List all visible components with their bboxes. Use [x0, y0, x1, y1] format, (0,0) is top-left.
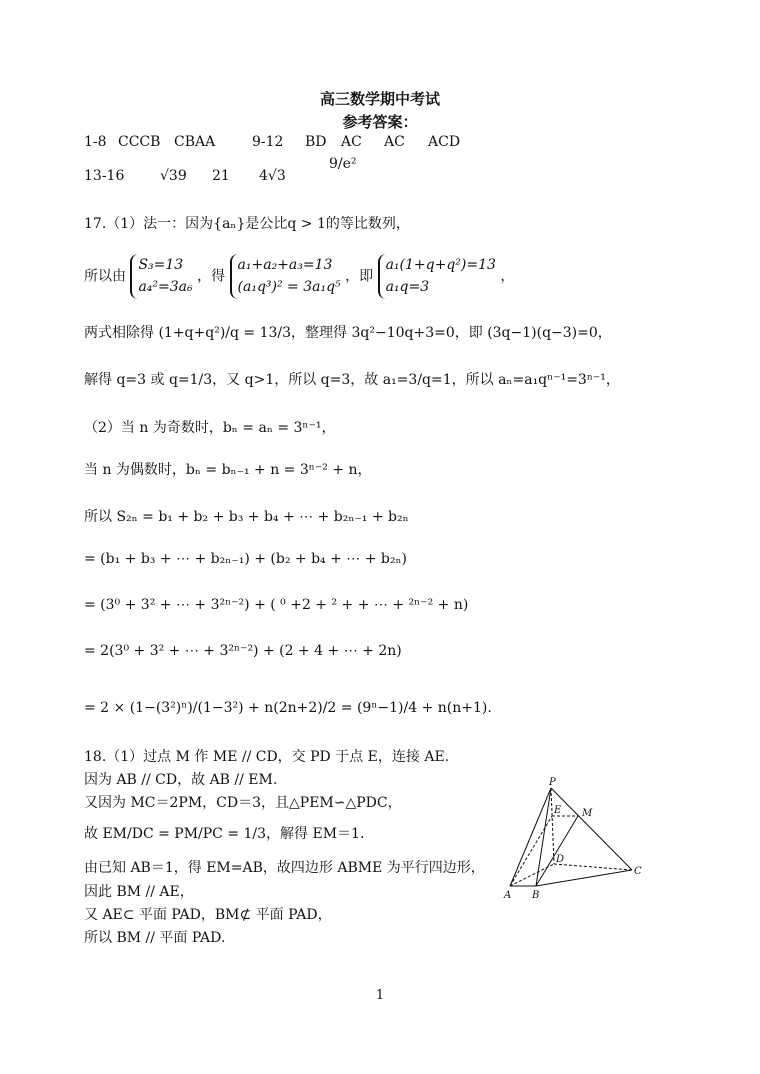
page-number: 1 [375, 988, 385, 1003]
document-title: 高三数学期中考试 [319, 90, 440, 108]
label-p: P [549, 777, 556, 788]
q17-line-3: 两式相除得 (1+q+q²)/q = 13/3，整理得 3q²−10q+3=0，即 (3q−1)(q−3)=0， [84, 325, 612, 341]
answer-13: √39 [160, 168, 187, 184]
q18-line-1: 18.（1）过点 M 作 ME // CD，交 PD 于点 E，连接 AE. [84, 749, 450, 765]
q17-system-3: a₁(1+q+q²)=13 a₁q=3 [378, 254, 496, 299]
q17-l2-prefix: 所以由 [84, 268, 126, 285]
q17-line-1: 17.（1）法一：因为{aₙ}是公比q > 1的等比数列， [84, 216, 410, 232]
label-a: A [504, 890, 512, 901]
q17-line-8: = (b₁ + b₃ + ⋯ + b₂ₙ₋₁) + (b₂ + b₄ + ⋯ + b₂ₙ) [84, 551, 408, 567]
segment-bm [536, 816, 578, 886]
answer-row-1 [84, 134, 684, 154]
edge-bc [536, 870, 632, 886]
q17-line-2 [84, 254, 514, 299]
answer-range-9-12: 9-12 [252, 134, 284, 150]
label-d: D [556, 854, 565, 865]
answer-15: 4√3 [259, 168, 286, 184]
answer-16: 9/e² [329, 156, 357, 172]
q17-l2-mid1: ，得 [197, 268, 226, 285]
answer-range-13-16: 13-16 [84, 168, 125, 184]
q17-system-2: a₁+a₂+a₃=13 (a₁q³)² = 3a₁q⁵ [230, 254, 341, 299]
q18-line-8: 所以 BM // 平面 PAD. [84, 930, 226, 946]
answer-group-1: CCCB [118, 134, 161, 150]
q17-line-7: 所以 S₂ₙ = b₁ + b₂ + b₃ + b₄ + ⋯ + b₂ₙ₋₁ + b₂ₙ [84, 509, 409, 525]
document-subtitle: 参考答案： [342, 113, 418, 131]
q17-line-11: = 2 × (1−(3²)ⁿ)/(1−3²) + n(2n+2)/2 = (9ⁿ−1)/4 + n(n+1). [84, 700, 492, 716]
answer-12: ACD [428, 134, 461, 150]
pyramid-figure [500, 776, 650, 904]
q17-line-6: 当 n 为偶数时，bₙ = bₙ₋₁ + n = 3ⁿ⁻² + n， [84, 462, 372, 478]
answer-row-2 [84, 156, 684, 192]
q17-line-9: = (3⁰ + 3² + ⋯ + 3²ⁿ⁻²) + ( ⁰ +2 + ² + + ⋯ + ²ⁿ⁻² + n) [84, 597, 469, 613]
answer-9: BD [305, 134, 327, 150]
segment-ae [510, 816, 552, 886]
q17-line-10: = 2(3⁰ + 3² + ⋯ + 3²ⁿ⁻²) + (2 + 4 + ⋯ + 2n) [84, 643, 402, 659]
answer-11: AC [384, 134, 405, 150]
q18-line-7: 又 AE⊂ 平面 PAD，BM⊄ 平面 PAD， [84, 907, 332, 923]
label-c: C [634, 866, 642, 877]
q18-line-3: 又因为 MC＝2PM，CD＝3，且△PEM∽△PDC， [84, 795, 402, 811]
q18-line-6: 因此 BM // AE， [84, 884, 194, 900]
edge-pb [536, 788, 551, 886]
edge-pd [551, 788, 554, 864]
q18-line-2: 因为 AB // CD，故 AB // EM. [84, 772, 278, 788]
q17-system-1: S₃=13 a₄²=3a₆ [130, 254, 192, 299]
label-b: B [532, 890, 540, 901]
q18-line-4: 故 EM/DC = PM/PC = 1/3，解得 EM＝1. [84, 826, 365, 842]
q17-line-4: 解得 q=3 或 q=1/3，又 q>1，所以 q=3，故 a₁=3/q=1，所以 aₙ=a₁qⁿ⁻¹=3ⁿ⁻¹， [84, 372, 620, 388]
q17-l2-mid2: ，即 [345, 268, 374, 285]
edge-dc [554, 864, 632, 870]
q17-l2-end: ， [500, 268, 515, 285]
label-e: E [554, 805, 562, 816]
answer-group-2: CBAA [174, 134, 216, 150]
label-m: M [582, 808, 593, 819]
answer-14: 21 [212, 168, 230, 184]
q17-line-5: （2）当 n 为奇数时，bₙ = aₙ = 3ⁿ⁻¹， [84, 420, 336, 436]
q18-line-5: 由已知 AB＝1，得 EM=AB，故四边形 ABME 为平行四边形， [84, 860, 485, 876]
answer-range-1-8: 1-8 [84, 134, 107, 150]
answer-10: AC [341, 134, 362, 150]
